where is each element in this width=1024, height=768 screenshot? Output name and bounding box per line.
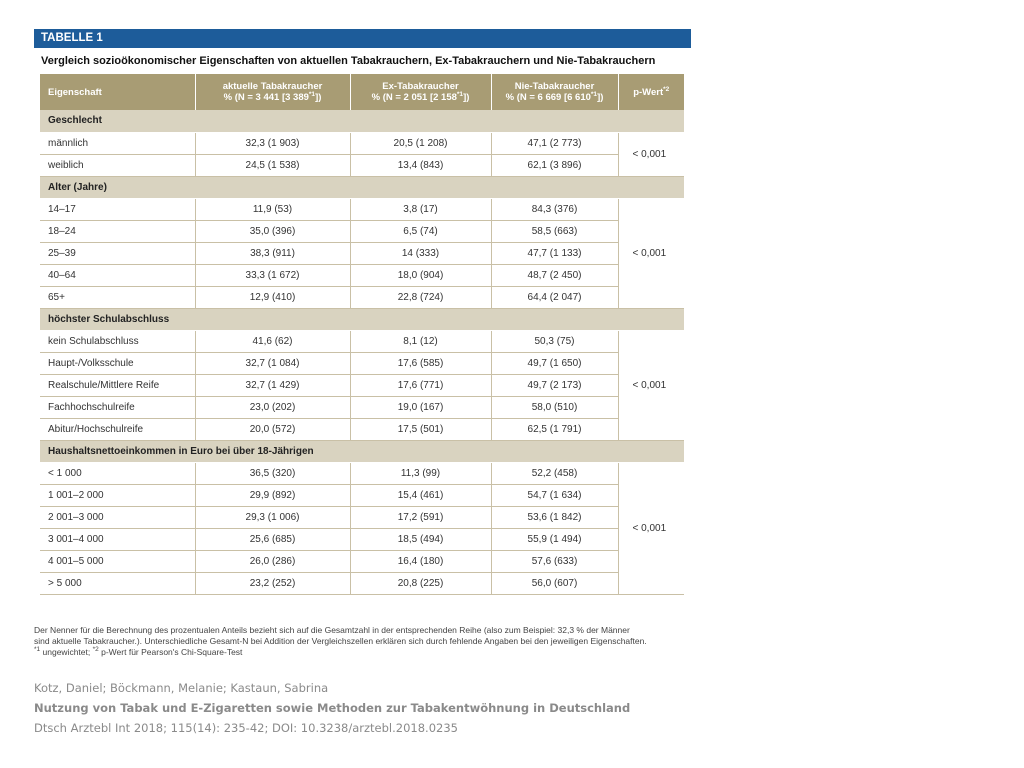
header-nie-n-pre: % (N = 6 669 [6 610 [505,92,591,103]
row-label: kein Schulabschluss [40,330,195,352]
row-label: weiblich [40,154,195,176]
header-aktuell-n-pre: % (N = 3 441 [3 389 [223,92,309,103]
table-group-row [40,176,684,198]
row-label: 18–24 [40,220,195,242]
table-row [40,462,684,484]
table-header-row [40,74,684,110]
table-row [40,220,684,242]
cell-ex-tabakraucher: 17,6 (771) [350,374,491,396]
header-aktuell-n-sup: *1 [308,90,316,98]
row-label: Realschule/Mittlere Reife [40,374,195,396]
cell-aktuelle-tabakraucher: 38,3 (911) [195,242,350,264]
row-label: Fachhochschulreife [40,396,195,418]
cell-ex-tabakraucher: 6,5 (74) [350,220,491,242]
cell-p-wert: < 0,001 [618,330,684,440]
cell-nie-tabakraucher: 58,0 (510) [491,396,618,418]
table-row [40,330,684,352]
table-row [40,242,684,264]
row-label: 4 001–5 000 [40,550,195,572]
cell-aktuelle-tabakraucher: 24,5 (1 538) [195,154,350,176]
cell-ex-tabakraucher: 22,8 (724) [350,286,491,308]
table-row [40,506,684,528]
data-table [40,74,684,595]
cell-aktuelle-tabakraucher: 23,2 (252) [195,572,350,594]
row-label: Haupt-/Volksschule [40,352,195,374]
row-label: 40–64 [40,264,195,286]
table-row [40,286,684,308]
table-row [40,154,684,176]
header-ex-line1: Ex-Tabakraucher [382,81,459,92]
table-label: TABELLE 1 [34,29,691,48]
table-row [40,396,684,418]
group-title: Alter (Jahre) [40,176,684,198]
cell-ex-tabakraucher: 18,0 (904) [350,264,491,286]
citation [34,678,630,738]
cell-nie-tabakraucher: 57,6 (633) [491,550,618,572]
table-row [40,198,684,220]
cell-ex-tabakraucher: 20,8 (225) [350,572,491,594]
cell-aktuelle-tabakraucher: 26,0 (286) [195,550,350,572]
cell-ex-tabakraucher: 8,1 (12) [350,330,491,352]
header-p-wert-sup: *2 [663,85,670,93]
cell-aktuelle-tabakraucher: 41,6 (62) [195,330,350,352]
table-row [40,484,684,506]
cell-aktuelle-tabakraucher: 32,3 (1 903) [195,132,350,154]
cell-ex-tabakraucher: 17,2 (591) [350,506,491,528]
cell-aktuelle-tabakraucher: 12,9 (410) [195,286,350,308]
table-figure [34,29,691,625]
table-footnote [34,625,694,658]
cell-ex-tabakraucher: 14 (333) [350,242,491,264]
cell-p-wert: < 0,001 [618,462,684,594]
cell-nie-tabakraucher: 64,4 (2 047) [491,286,618,308]
header-ex-n-pre: % (N = 2 051 [2 158 [371,92,457,103]
table-title: Vergleich sozioökonomischer Eigenschaften von aktuellen Tabakrauchern, Ex-Tabakrauchern und Nie-Tabakrauchern [41,55,656,67]
table-group-row [40,440,684,462]
cell-p-wert: < 0,001 [618,198,684,308]
header-nie-n-post: ]) [597,92,604,103]
cell-ex-tabakraucher: 16,4 (180) [350,550,491,572]
group-title: höchster Schulabschluss [40,308,684,330]
cell-nie-tabakraucher: 50,3 (75) [491,330,618,352]
row-label: 14–17 [40,198,195,220]
cell-aktuelle-tabakraucher: 23,0 (202) [195,396,350,418]
cell-aktuelle-tabakraucher: 32,7 (1 084) [195,352,350,374]
citation-title: Nutzung von Tabak und E-Zigaretten sowie Methoden zur Tabakentwöhnung in Deutschland [34,701,631,715]
group-title: Haushaltsnettoeinkommen in Euro bei über 18-Jährigen [40,440,684,462]
cell-nie-tabakraucher: 62,1 (3 896) [491,154,618,176]
cell-ex-tabakraucher: 11,3 (99) [350,462,491,484]
cell-nie-tabakraucher: 47,1 (2 773) [491,132,618,154]
footnote-sup1: *1 [34,646,41,654]
header-nie-line1: Nie-Tabakraucher [514,81,595,92]
cell-p-wert: < 0,001 [618,132,684,176]
footnote-line3a: ungewichtet; [40,647,93,657]
header-eigenschaft: Eigenschaft [40,74,195,110]
row-label: < 1 000 [40,462,195,484]
cell-ex-tabakraucher: 17,6 (585) [350,352,491,374]
cell-ex-tabakraucher: 20,5 (1 208) [350,132,491,154]
cell-aktuelle-tabakraucher: 36,5 (320) [195,462,350,484]
row-label: 1 001–2 000 [40,484,195,506]
table-row [40,418,684,440]
cell-nie-tabakraucher: 53,6 (1 842) [491,506,618,528]
table-row [40,132,684,154]
cell-aktuelle-tabakraucher: 32,7 (1 429) [195,374,350,396]
cell-nie-tabakraucher: 49,7 (2 173) [491,374,618,396]
footnote-line1: Der Nenner für die Berechnung des prozentualen Anteils bezieht sich auf die Gesamtzahl in der entsprechenden Reihe (also zum Beispiel: 32,3 % der Männer [34,625,630,635]
cell-aktuelle-tabakraucher: 33,3 (1 672) [195,264,350,286]
table-body [40,110,684,594]
cell-nie-tabakraucher: 47,7 (1 133) [491,242,618,264]
citation-authors: Kotz, Daniel; Böckmann, Melanie; Kastaun, Sabrina [34,681,329,695]
row-label: 65+ [40,286,195,308]
cell-ex-tabakraucher: 13,4 (843) [350,154,491,176]
cell-aktuelle-tabakraucher: 29,3 (1 006) [195,506,350,528]
cell-ex-tabakraucher: 15,4 (461) [350,484,491,506]
header-nie-tabakraucher [491,74,618,110]
header-p-wert-text: p-Wert [633,86,664,98]
table-row [40,374,684,396]
cell-ex-tabakraucher: 3,8 (17) [350,198,491,220]
footnote-line2: sind aktuelle Tabakraucher.). Unterschiedliche Gesamt-N bei Addition der Vergleichszellen erklären sich durch fehlende Angaben bei den jeweiligen Eigenschaften. [34,636,647,646]
cell-nie-tabakraucher: 54,7 (1 634) [491,484,618,506]
group-title: Geschlecht [40,110,684,132]
footnote-sup2: *2 [92,646,99,654]
header-p-wert [618,74,684,110]
header-aktuell-n-post: ]) [315,92,322,103]
header-aktuelle-tabakraucher [195,74,350,110]
cell-ex-tabakraucher: 18,5 (494) [350,528,491,550]
cell-ex-tabakraucher: 17,5 (501) [350,418,491,440]
table-row [40,528,684,550]
table-row [40,264,684,286]
row-label: > 5 000 [40,572,195,594]
table-group-row [40,110,684,132]
cell-nie-tabakraucher: 48,7 (2 450) [491,264,618,286]
cell-nie-tabakraucher: 52,2 (458) [491,462,618,484]
cell-nie-tabakraucher: 49,7 (1 650) [491,352,618,374]
row-label: Abitur/Hochschulreife [40,418,195,440]
header-aktuell-line1: aktuelle Tabakraucher [222,81,323,92]
table-row [40,352,684,374]
cell-aktuelle-tabakraucher: 20,0 (572) [195,418,350,440]
cell-nie-tabakraucher: 84,3 (376) [491,198,618,220]
cell-aktuelle-tabakraucher: 11,9 (53) [195,198,350,220]
header-nie-n-sup: *1 [590,90,598,98]
header-ex-tabakraucher [350,74,491,110]
row-label: männlich [40,132,195,154]
header-ex-n-sup: *1 [456,90,464,98]
cell-nie-tabakraucher: 58,5 (663) [491,220,618,242]
row-label: 2 001–3 000 [40,506,195,528]
footnote-line3b: p-Wert für Pearson's Chi-Square-Test [98,647,243,657]
row-label: 3 001–4 000 [40,528,195,550]
cell-ex-tabakraucher: 19,0 (167) [350,396,491,418]
cell-nie-tabakraucher: 62,5 (1 791) [491,418,618,440]
table-group-row [40,308,684,330]
table-row [40,550,684,572]
cell-nie-tabakraucher: 56,0 (607) [491,572,618,594]
cell-nie-tabakraucher: 55,9 (1 494) [491,528,618,550]
citation-source: Dtsch Arztebl Int 2018; 115(14): 235-42; DOI: 10.3238/arztebl.2018.0235 [34,721,458,735]
cell-aktuelle-tabakraucher: 29,9 (892) [195,484,350,506]
table-row [40,572,684,594]
cell-aktuelle-tabakraucher: 25,6 (685) [195,528,350,550]
cell-aktuelle-tabakraucher: 35,0 (396) [195,220,350,242]
header-ex-n-post: ]) [463,92,470,103]
row-label: 25–39 [40,242,195,264]
